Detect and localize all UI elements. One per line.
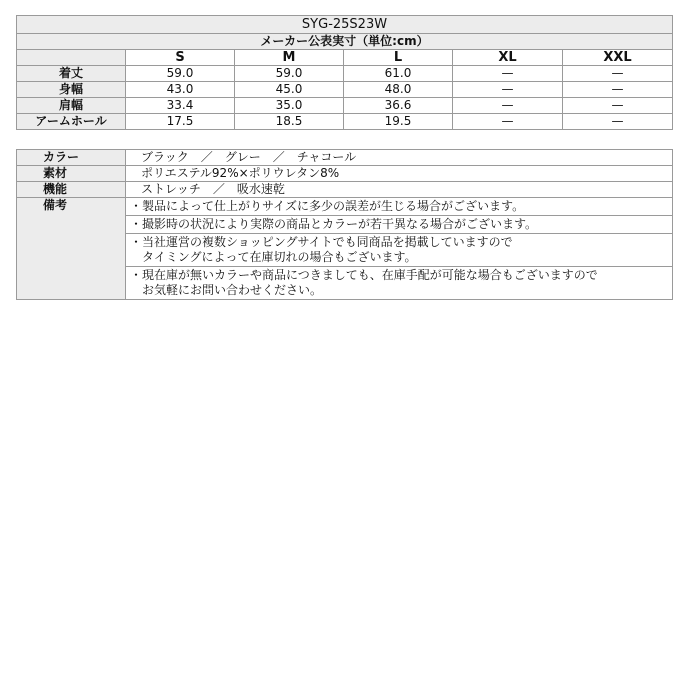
table-row	[17, 166, 673, 182]
note-line: ・製品によって仕上がりサイズに多少の誤差が生じる場合がございます。	[130, 199, 525, 213]
note-item	[126, 234, 673, 267]
size-value: —	[453, 66, 563, 82]
note-line: お気軽にお問い合わせください。	[130, 283, 323, 297]
note-item	[126, 198, 673, 216]
size-value: —	[453, 114, 563, 130]
size-value: 17.5	[126, 114, 235, 130]
color-value: ブラック ／ グレー ／ チャコール	[126, 150, 673, 166]
row-label: 身幅	[17, 82, 126, 98]
size-value: 19.5	[344, 114, 453, 130]
size-value: 48.0	[344, 82, 453, 98]
size-value: —	[563, 82, 673, 98]
table-row	[17, 182, 673, 198]
note-item	[126, 267, 673, 300]
size-chart-table	[16, 15, 673, 130]
size-header: M	[235, 50, 344, 66]
size-value: —	[453, 82, 563, 98]
size-value: —	[563, 114, 673, 130]
row-label: 着丈	[17, 66, 126, 82]
note-item	[126, 216, 673, 234]
note-line: タイミングによって在庫切れの場合もございます。	[130, 250, 417, 264]
size-value: 59.0	[126, 66, 235, 82]
table-row	[17, 98, 673, 114]
size-value: 18.5	[235, 114, 344, 130]
table-row	[17, 82, 673, 98]
function-label: 機能	[17, 182, 126, 198]
note-line: ・当社運営の複数ショッピングサイトでも同商品を掲載していますので	[130, 235, 513, 249]
row-label: 肩幅	[17, 98, 126, 114]
product-info-table	[16, 149, 673, 300]
size-value: 36.6	[344, 98, 453, 114]
size-value: 43.0	[126, 82, 235, 98]
size-header: XXL	[563, 50, 673, 66]
size-value: 33.4	[126, 98, 235, 114]
size-value: 59.0	[235, 66, 344, 82]
row-label: アームホール	[17, 114, 126, 130]
table-row	[17, 66, 673, 82]
note-line: ・現在庫が無いカラーや商品につきましても、在庫手配が可能な場合もございますので	[130, 268, 598, 282]
table-row	[17, 150, 673, 166]
size-header: S	[126, 50, 235, 66]
color-label: カラー	[17, 150, 126, 166]
size-value: —	[563, 66, 673, 82]
table-row	[17, 198, 673, 216]
note-line: ・撮影時の状況により実際の商品とカラーが若干異なる場合がございます。	[130, 217, 538, 231]
table-row	[17, 114, 673, 130]
size-value: 35.0	[235, 98, 344, 114]
product-code: SYG-25S23W	[17, 16, 673, 34]
size-header: XL	[453, 50, 563, 66]
function-value: ストレッチ ／ 吸水速乾	[126, 182, 673, 198]
size-value: 61.0	[344, 66, 453, 82]
material-value: ポリエステル92%×ポリウレタン8%	[126, 166, 673, 182]
size-header: L	[344, 50, 453, 66]
size-value: 45.0	[235, 82, 344, 98]
notes-label: 備考	[17, 198, 126, 300]
size-value: —	[563, 98, 673, 114]
size-chart-subtitle: メーカー公表実寸（単位:cm）	[17, 34, 673, 50]
corner-cell	[17, 50, 126, 66]
material-label: 素材	[17, 166, 126, 182]
size-value: —	[453, 98, 563, 114]
